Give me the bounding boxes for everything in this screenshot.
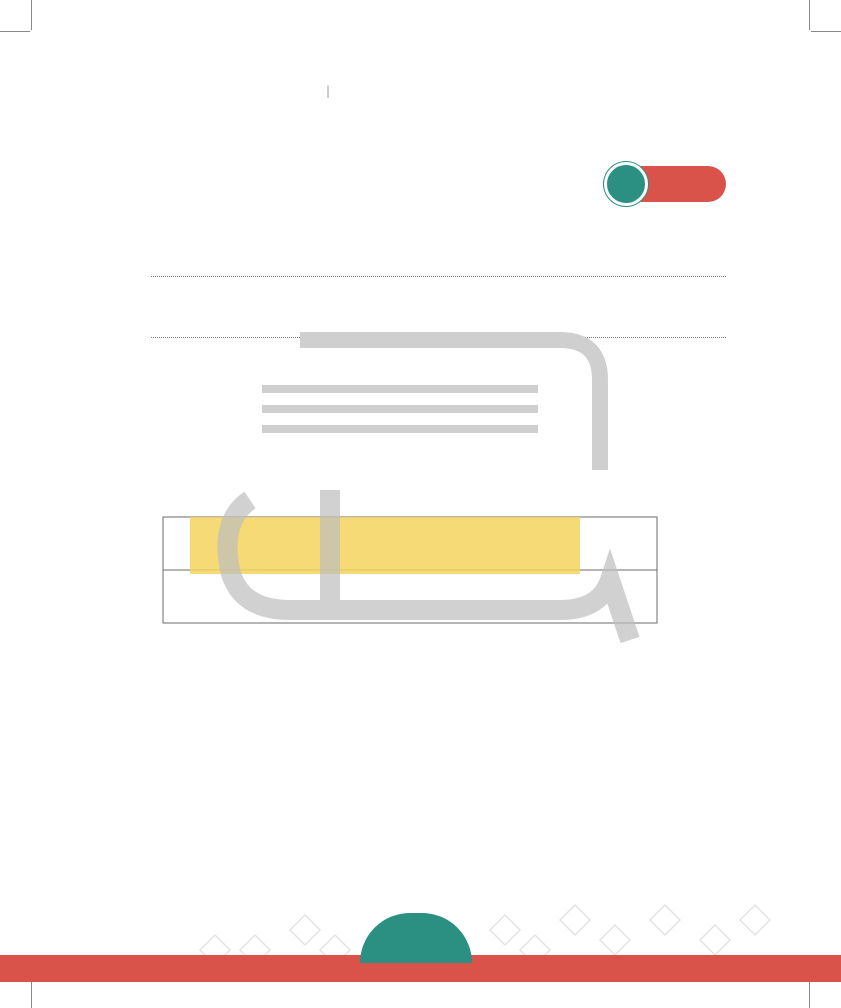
ministry-logo-icon xyxy=(92,884,174,908)
watermark-logo-stroke xyxy=(228,500,631,640)
breadcrumb-separator: | xyxy=(325,84,330,98)
